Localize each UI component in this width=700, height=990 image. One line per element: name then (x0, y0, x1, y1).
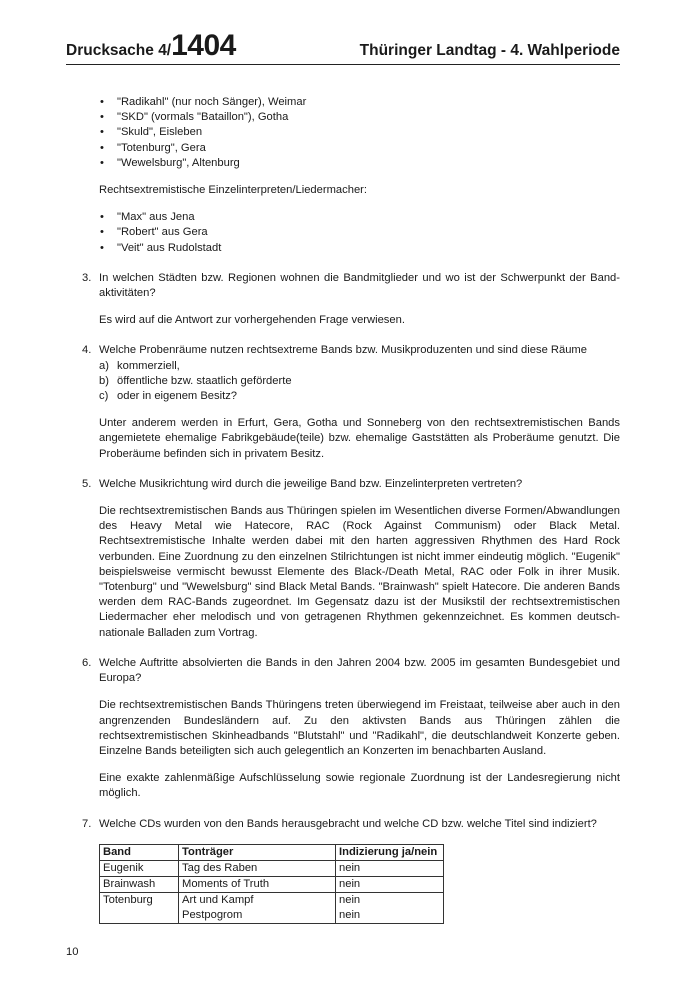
table-row (100, 876, 444, 892)
question-6 (66, 656, 620, 686)
list-item: • "Robert" aus Gera (66, 225, 620, 240)
document-body (66, 95, 620, 924)
table-row (100, 860, 444, 876)
document-prefix: Drucksache 4/ (66, 42, 172, 59)
option-letter: b) (99, 374, 109, 387)
list-item: • "Veit" aus Rudolstadt (66, 241, 620, 256)
question-number: 3. (82, 271, 92, 284)
answer-4: Unter anderem werden in Erfurt, Gera, Gotha und Sonneberg von den rechtsextremistischen Bands angemietete ehemalige Fabrikgebäude(teile) bzw. ehemalige Gaststätten als Proberäume genutzt. Die Proberäume befinden sich in privatem Besitz. (99, 417, 620, 460)
option-c (66, 389, 620, 404)
list-item: • "Max" aus Jena (66, 210, 620, 225)
table-row (100, 892, 444, 923)
solo-heading: Rechtsextremistische Einzelinterpreten/Liedermacher: (99, 184, 367, 197)
question-text: In welchen Städten bzw. Regionen wohnen die Bandmitglieder und wo ist der Schwerpunkt der Band-aktivitäten? (99, 271, 620, 300)
column-header: Tonträger (179, 844, 336, 860)
option-b (66, 374, 620, 389)
answer-6-part-2: Eine exakte zahlenmäßige Aufschlüsselung sowie regionale Zuordnung ist der Landesregierung nicht möglich. (99, 772, 620, 800)
index-entry: nein (339, 908, 361, 921)
column-header: Indizierung ja/nein (336, 844, 444, 860)
title-entry: Moments of Truth (182, 877, 270, 890)
answer-3: Es wird auf die Antwort zur vorhergehenden Frage verwiesen. (99, 314, 405, 327)
index-cell (336, 860, 444, 876)
option-letter: c) (99, 390, 109, 403)
question-text: Welche Auftritte absolvierten die Bands in den Jahren 2004 bzw. 2005 im gesamten Bundesgebiet und Europa? (99, 656, 620, 685)
column-header: Band (100, 844, 179, 860)
list-item: • "SKD" (vormals "Bataillon"), Gotha (66, 110, 620, 125)
option-text: kommerziell, (117, 359, 180, 372)
title-entry: Art und Kampf (182, 893, 254, 906)
cd-table (99, 844, 444, 924)
question-text: Welche CDs wurden von den Bands herausgebracht und welche CD bzw. welche Titel sind indiziert? (99, 817, 597, 830)
answer-5: Die rechtsextremistischen Bands aus Thüringen spielen im Wesentlichen diverse Formen/Abwandlungen des Heavy Metal wie Hatecore, RAC (Rock Against Communism) oder Black Metal. Rechtsextremistische Inhalte werden dabei mit den harten aggressiven Rhythmen des Hard Rock verbunden. Eine Zuordnung zu den einzelnen Stilrichtungen ist nicht immer eindeutig möglich. "Eugenik" beispielsweise vermischt bewusst Elemente des Black-/Death Metal, RAC oder Folk in ihrer Musik. "Totenburg" und "Wewelsburg" sind Black Metal Bands. "Brainwash" spielt Hatecore. Die anderen Bands werden dem RAC-Bands zugeordnet. Im Gegensatz dazu ist der Musikstil der rechtsextremistischen Liedermacher eher melodisch und von getragenen Rhythmen gekennzeichnet. Es kommen deutsch-nationale Balladen zum Vortrag. (99, 505, 620, 639)
document-number-value: 1404 (171, 29, 236, 62)
bands-list (66, 95, 620, 171)
option-text: öffentliche bzw. staatlich geförderte (117, 374, 292, 387)
title-entry: Pestpogrom (182, 908, 243, 921)
title-cell (179, 876, 336, 892)
page-header (66, 30, 620, 65)
list-item: • "Totenburg", Gera (66, 141, 620, 156)
list-item: • "Wewelsburg", Altenburg (66, 156, 620, 171)
document-number (66, 31, 236, 61)
index-cell (336, 892, 444, 923)
question-3 (66, 271, 620, 301)
answer-6-part-1: Die rechtsextremistischen Bands Thüringens treten überwiegend im Freistaat, teilweise aber auch in den angrenzenden Bundesländern auf. Zu den aktivsten Bands aus Thüringen zählen die rechtsextremistischen Skinheadbands "Blutstahl" und "Radikahl", die deutschlandweit Konzerte geben. Einzelne Bands beteiligten sich auch gelegentlich an Konzerten im benachbarten Ausland. (99, 699, 620, 757)
index-entry: nein (339, 893, 361, 906)
index-cell (336, 876, 444, 892)
list-item: • "Radikahl" (nur noch Sänger), Weimar (66, 95, 620, 110)
title-entry: Tag des Raben (182, 861, 258, 874)
question-5 (66, 477, 620, 492)
title-cell (179, 892, 336, 923)
option-text: oder in eigenem Besitz? (117, 390, 238, 403)
band-cell: Brainwash (100, 876, 179, 892)
table-header-row (100, 844, 444, 860)
title-cell (179, 860, 336, 876)
index-entry: nein (339, 861, 361, 874)
band-cell: Totenburg (100, 892, 179, 923)
list-item: • "Skuld", Eisleben (66, 125, 620, 140)
question-4 (66, 343, 620, 358)
parliament-title: Thüringer Landtag - 4. Wahlperiode (359, 42, 620, 59)
page-number: 10 (66, 946, 79, 958)
question-text: Welche Probenräume nutzen rechtsextreme Bands bzw. Musikproduzenten und sind diese Räume (99, 344, 587, 357)
band-cell: Eugenik (100, 860, 179, 876)
question-text: Welche Musikrichtung wird durch die jeweilige Band bzw. Einzelinterpreten vertreten? (99, 477, 523, 490)
question-number: 6. (82, 656, 92, 669)
question-number: 5. (82, 477, 92, 490)
question-number: 7. (82, 817, 92, 830)
option-letter: a) (99, 359, 109, 372)
solo-list (66, 210, 620, 256)
option-a (66, 359, 620, 374)
question-number: 4. (82, 344, 92, 357)
question-7 (66, 817, 620, 832)
index-entry: nein (339, 877, 361, 890)
